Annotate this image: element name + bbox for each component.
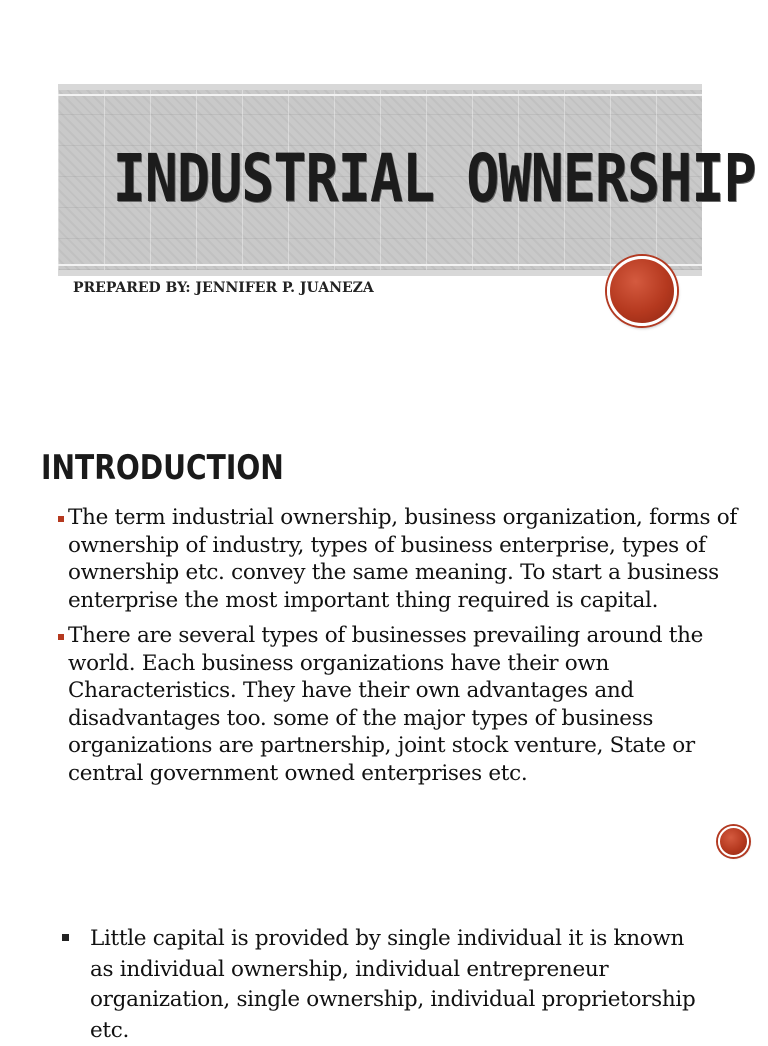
decorative-circle-icon bbox=[718, 826, 749, 857]
decorative-circle-icon bbox=[607, 256, 677, 326]
list-item bbox=[62, 924, 702, 1046]
list-item bbox=[58, 622, 748, 787]
bullet-text: Little capital is provided by single individual it is known as individual ownership, individual entrepreneur organization, single ownership, individual proprietorship etc. bbox=[90, 926, 696, 1043]
introduction-bullet-list bbox=[58, 504, 748, 795]
list-item bbox=[58, 504, 748, 614]
title-banner bbox=[58, 84, 756, 276]
presentation-title: INDUSTRIAL OWNERSHIP bbox=[112, 140, 756, 217]
square-bullet-icon bbox=[58, 516, 64, 522]
square-bullet-icon bbox=[58, 634, 64, 640]
bullet-text: The term industrial ownership, business organization, forms of ownership of industry, types of business enterprise, types of ownership etc. convey the same meaning. To start a business enterprise the most important thing required is capital. bbox=[68, 505, 738, 613]
square-bullet-icon bbox=[62, 934, 69, 941]
bullet-text: There are several types of businesses prevailing around the world. Each business organizations have their own Characteristics. They have their own advantages and disadvantages too. some of the major types of business organizations are partnership, joint stock venture, State or central government owned enterprises etc. bbox=[68, 623, 704, 786]
ownership-bullet-list bbox=[62, 924, 702, 1046]
author-subtitle: PREPARED BY: JENNIFER P. JUANEZA bbox=[73, 280, 374, 296]
introduction-heading: INTRODUCTION bbox=[41, 448, 284, 488]
